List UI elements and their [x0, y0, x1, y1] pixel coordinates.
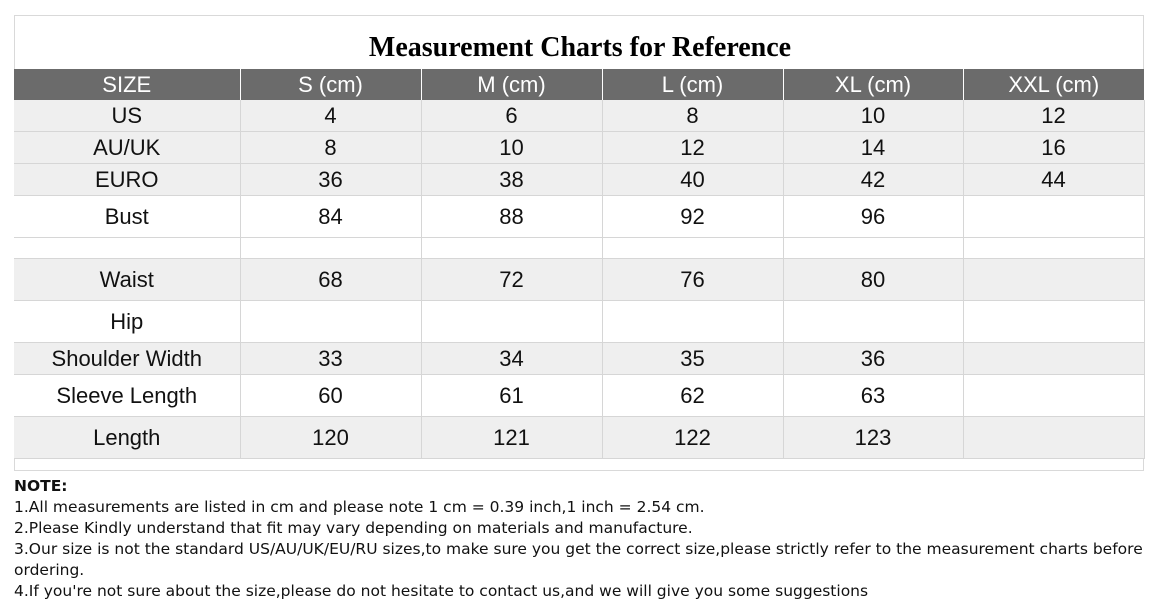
table-cell: 88 — [421, 196, 602, 238]
row-label: Waist — [14, 259, 240, 301]
table-cell: 36 — [240, 164, 421, 196]
table-cell — [963, 196, 1144, 238]
table-cell: 8 — [240, 132, 421, 164]
row-label — [14, 238, 240, 259]
table-cell — [421, 238, 602, 259]
table-cell: 68 — [240, 259, 421, 301]
table-cell: 80 — [783, 259, 963, 301]
table-cell: 6 — [421, 100, 602, 132]
table-row-sleeve-length — [14, 375, 1144, 417]
table-cell: 33 — [240, 343, 421, 375]
table-cell — [963, 417, 1144, 459]
table-cell — [963, 375, 1144, 417]
table-cell — [963, 238, 1144, 259]
row-label: Shoulder Width — [14, 343, 240, 375]
table-cell: 12 — [602, 132, 783, 164]
table-cell: 96 — [783, 196, 963, 238]
table-row-waist — [14, 259, 1144, 301]
table-cell — [602, 301, 783, 343]
table-cell: 40 — [602, 164, 783, 196]
header-l: L (cm) — [602, 69, 783, 100]
table-cell: 44 — [963, 164, 1144, 196]
table-row-euro — [14, 164, 1144, 196]
table-cell: 92 — [602, 196, 783, 238]
row-label: EURO — [14, 164, 240, 196]
table-cell: 8 — [602, 100, 783, 132]
header-m: M (cm) — [421, 69, 602, 100]
table-cell: 16 — [963, 132, 1144, 164]
table-header-row — [14, 69, 1144, 100]
table-cell: 120 — [240, 417, 421, 459]
row-label: Sleeve Length — [14, 375, 240, 417]
table-cell: 72 — [421, 259, 602, 301]
table-cell — [421, 301, 602, 343]
row-label: Length — [14, 417, 240, 459]
table-cell — [783, 301, 963, 343]
table-cell: 121 — [421, 417, 602, 459]
table-row-au-uk — [14, 132, 1144, 164]
table-cell — [240, 238, 421, 259]
table-cell: 34 — [421, 343, 602, 375]
table-cell: 4 — [240, 100, 421, 132]
table-cell: 63 — [783, 375, 963, 417]
table-cell: 12 — [963, 100, 1144, 132]
row-label: Hip — [14, 301, 240, 343]
chart-title: Measurement Charts for Reference — [368, 32, 792, 63]
table-cell: 38 — [421, 164, 602, 196]
note-item-1: 1.All measurements are listed in cm and please note 1 cm = 0.39 inch,1 inch = 2.54 cm. — [14, 498, 705, 516]
header-size: SIZE — [14, 69, 240, 100]
table-cell — [963, 301, 1144, 343]
row-label: Bust — [14, 196, 240, 238]
table-row-bust — [14, 196, 1144, 238]
header-xxl: XXL (cm) — [963, 69, 1144, 100]
table-row-length — [14, 417, 1144, 459]
notes-section — [14, 476, 1144, 602]
table-cell: 35 — [602, 343, 783, 375]
table-cell: 61 — [421, 375, 602, 417]
table-cell: 84 — [240, 196, 421, 238]
row-label: AU/UK — [14, 132, 240, 164]
header-s: S (cm) — [240, 69, 421, 100]
table-cell — [602, 238, 783, 259]
note-item-4: 4.If you're not sure about the size,please do not hesitate to contact us,and we will give you some suggestions — [14, 582, 869, 600]
table-cell: 62 — [602, 375, 783, 417]
table-cell: 42 — [783, 164, 963, 196]
table-cell: 10 — [783, 100, 963, 132]
table-cell — [963, 343, 1144, 375]
table-row-hip — [14, 301, 1144, 343]
note-item-2: 2.Please Kindly understand that fit may vary depending on materials and manufacture. — [14, 519, 693, 537]
table-cell: 123 — [783, 417, 963, 459]
note-item-3: 3.Our size is not the standard US/AU/UK/EU/RU sizes,to make sure you get the correct size,please strictly refer to the measurement charts before ordering. — [14, 540, 1143, 579]
header-xl: XL (cm) — [783, 69, 963, 100]
table-row-us — [14, 100, 1144, 132]
table-cell — [963, 259, 1144, 301]
table-cell: 122 — [602, 417, 783, 459]
table-cell — [240, 301, 421, 343]
table-cell — [783, 238, 963, 259]
table-cell: 76 — [602, 259, 783, 301]
size-chart-table — [14, 69, 1145, 459]
table-cell: 36 — [783, 343, 963, 375]
table-cell: 14 — [783, 132, 963, 164]
table-cell: 60 — [240, 375, 421, 417]
row-label: US — [14, 100, 240, 132]
table-row-shoulder-width — [14, 343, 1144, 375]
table-row-spacer — [14, 238, 1144, 259]
table-cell: 10 — [421, 132, 602, 164]
notes-heading: NOTE: — [14, 477, 68, 495]
